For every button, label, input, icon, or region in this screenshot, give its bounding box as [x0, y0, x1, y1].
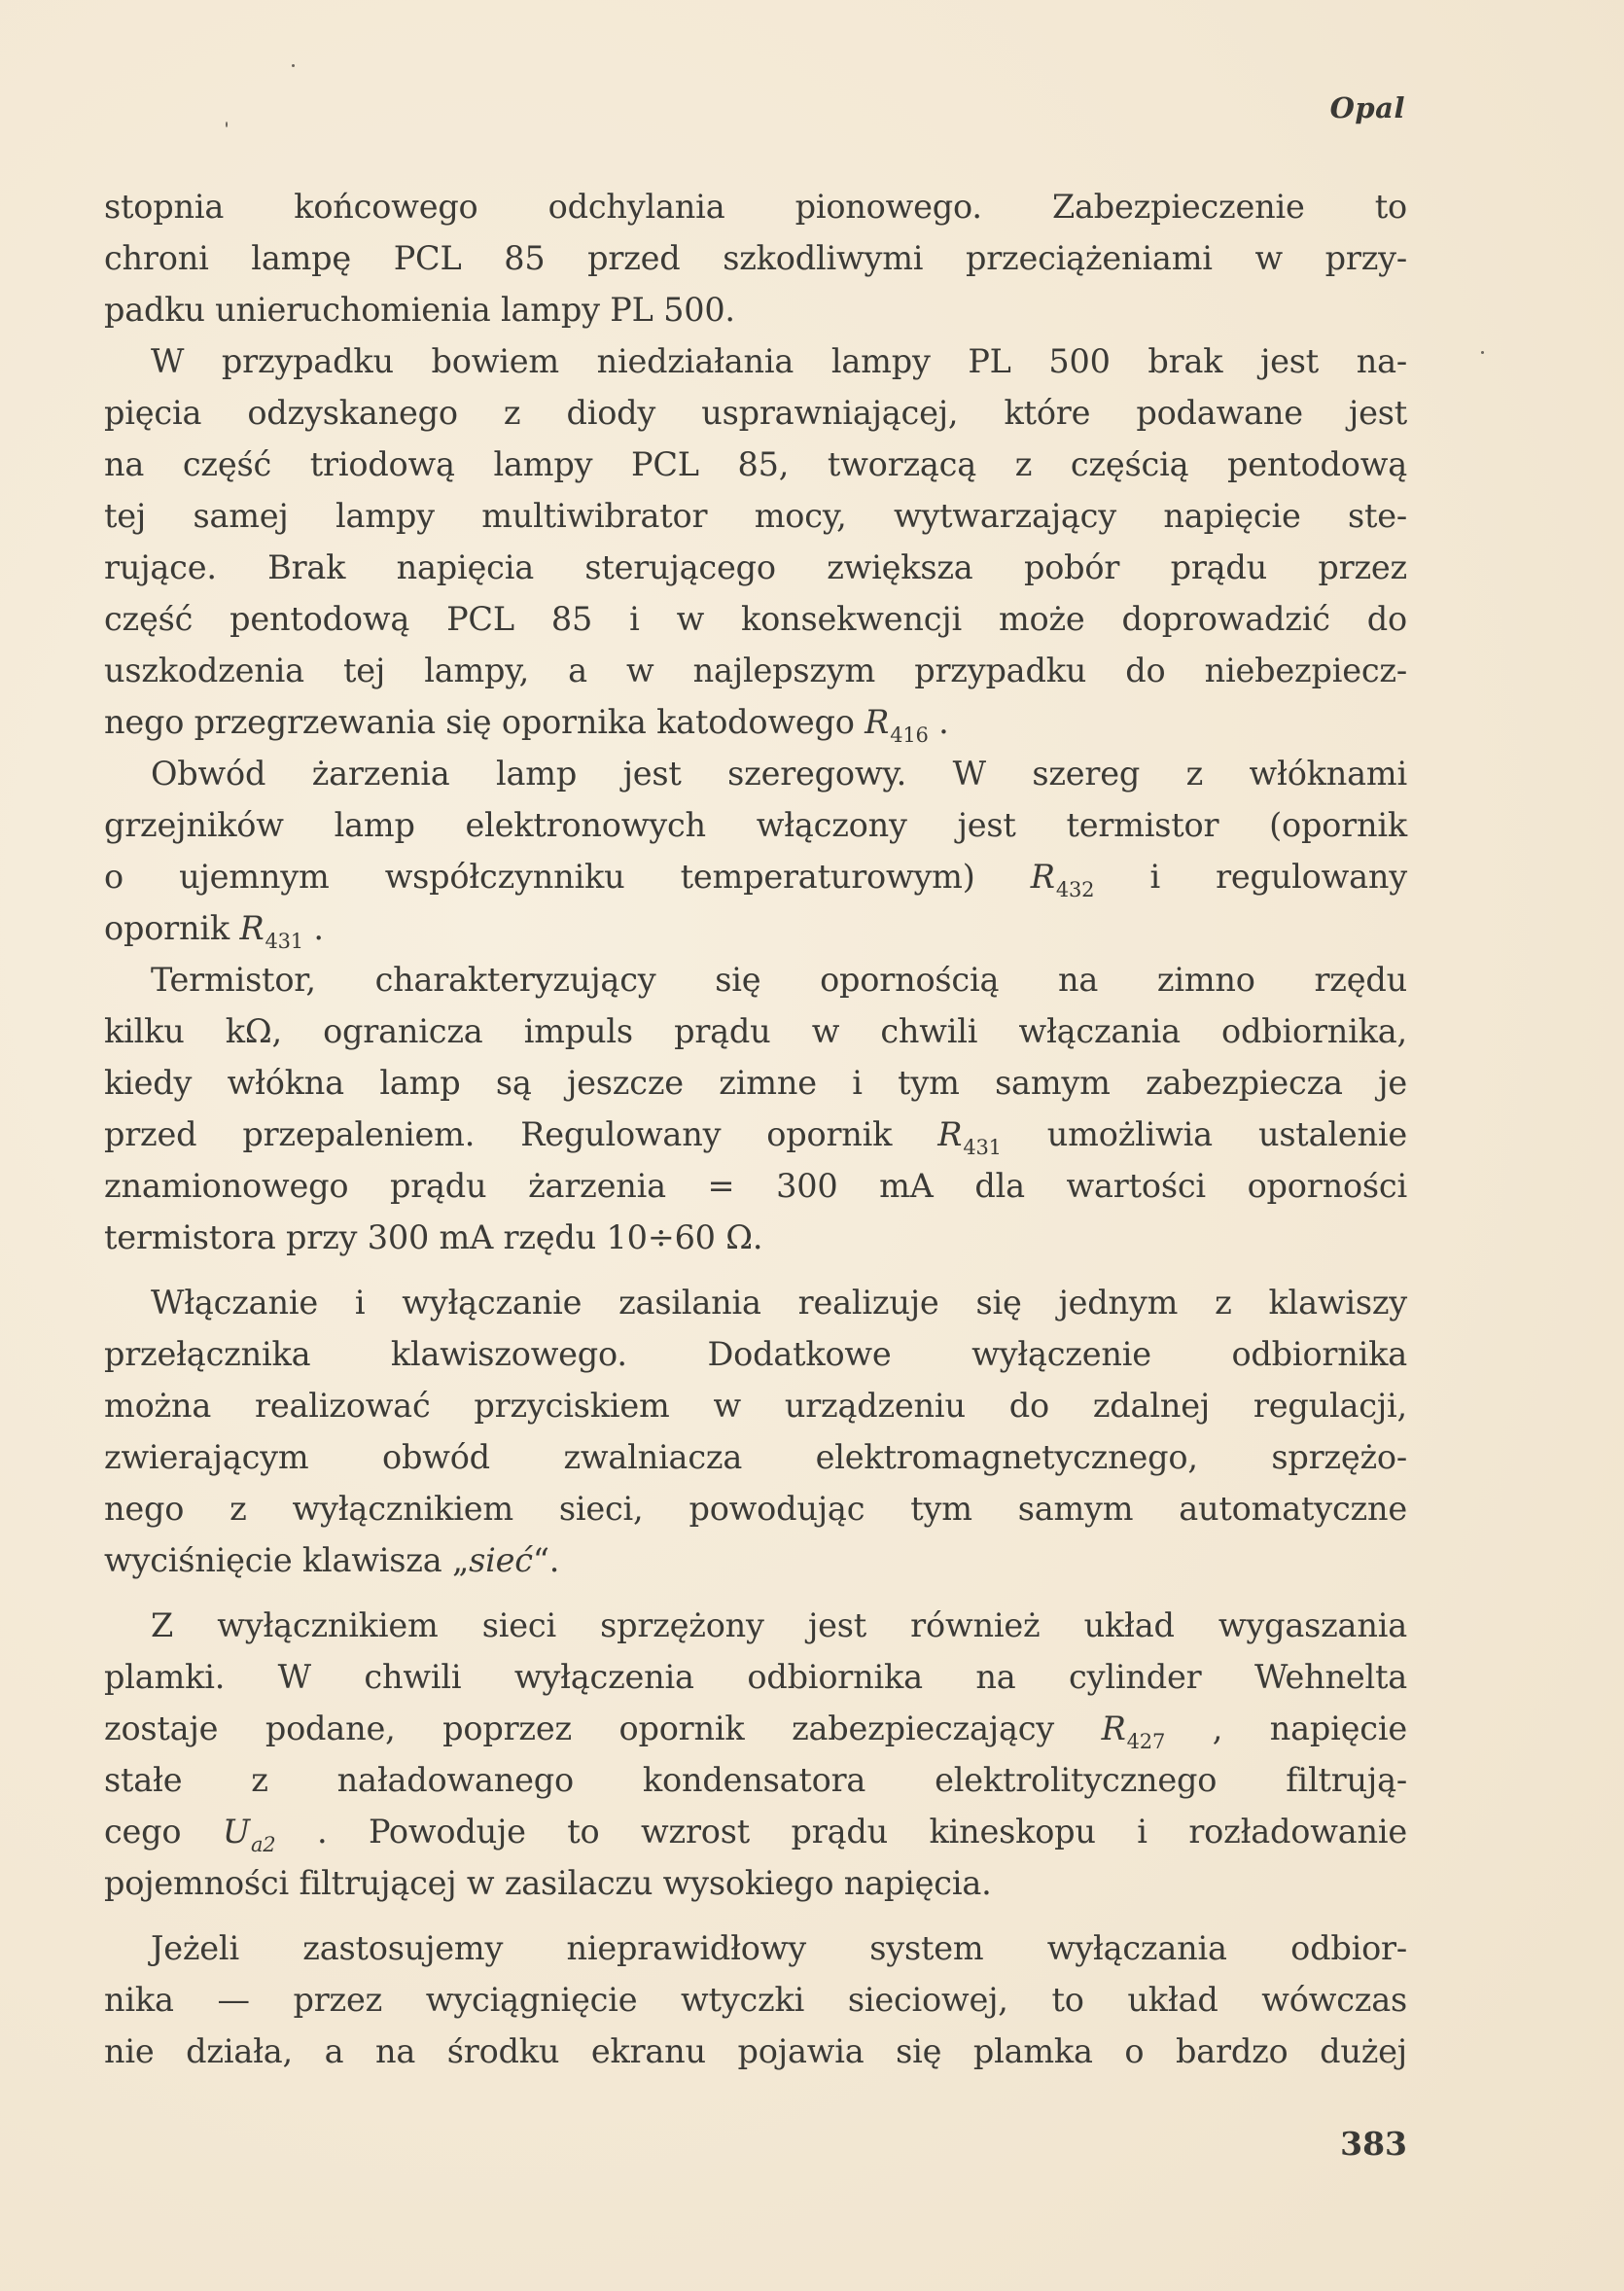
paragraph — [104, 181, 1407, 335]
resistor-symbol: R — [239, 909, 265, 947]
paragraph — [104, 954, 1407, 1263]
text-line: wyciśnięcie klawisza „sieć“. — [104, 1541, 560, 1579]
text-line: można realizować przyciskiem w urządzeniu do zdalnej regulacji, — [104, 1387, 1407, 1425]
key-label: sieć — [469, 1541, 533, 1579]
text-line: nego przegrzewania się opornika katodowego $R_{416}$ . — [104, 703, 949, 747]
text-line: nie działa, a na środku ekranu pojawia się plamka o bardzo dużej — [104, 2032, 1407, 2070]
text-line: zostaje podane, poprzez opornik zabezpieczający $R_{427}$ , napięcie — [104, 1709, 1407, 1753]
text-line: Jeżeli zastosujemy nieprawidłowy system wyłączania odbior- — [151, 1929, 1407, 1967]
subscript: a2 — [250, 1833, 276, 1856]
text-line: nika — przez wyciągnięcie wtyczki sieciowej, to układ wówczas — [104, 1981, 1407, 2019]
paper-speck — [292, 64, 295, 67]
text-line: pojemności filtrującej w zasilaczu wysokiego napięcia. — [104, 1864, 992, 1902]
text-line: Z wyłącznikiem sieci sprzężony jest również układ wygaszania — [151, 1606, 1407, 1644]
text-line: uszkodzenia tej lampy, a w najlepszym przypadku do niebezpiecz- — [104, 652, 1407, 689]
text-line: termistora przy 300 mA rzędu 10÷60 Ω. — [104, 1218, 763, 1256]
text-line: stopnia końcowego odchylania pionowego. Zabezpieczenie to — [104, 188, 1407, 226]
resistor-symbol: R — [1030, 858, 1055, 896]
text-line: o ujemnym współczynniku temperaturowym) $R_{432}$ i regulowany — [104, 858, 1407, 901]
text-line: padku unieruchomienia lampy PL 500. — [104, 291, 735, 329]
text-line: pięcia odzyskanego z diody usprawniającej, które podawane jest — [104, 394, 1407, 432]
text-line: stałe z naładowanego kondensatora elektrolitycznego filtrują- — [104, 1761, 1407, 1799]
text-line: rujące. Brak napięcia sterującego zwiększa pobór prądu przez — [104, 548, 1407, 586]
text-line: Termistor, charakteryzujący się opornością na zimno rzędu — [151, 961, 1407, 999]
subscript: 432 — [1055, 878, 1095, 901]
text-line: kiedy włókna lamp są jeszcze zimne i tym samym zabezpiecza je — [104, 1064, 1407, 1102]
text-line: plamki. W chwili wyłączenia odbiornika na cylinder Wehnelta — [104, 1658, 1407, 1696]
paragraph — [104, 1600, 1407, 1909]
text-line: na część triodową lampy PCL 85, tworzącą z częścią pentodową — [104, 445, 1407, 483]
text-line: część pentodową PCL 85 i w konsekwencji może doprowadzić do — [104, 600, 1407, 638]
resistor-symbol: R — [865, 703, 890, 741]
text-line: chroni lampę PCL 85 przed szkodliwymi przeciążeniami w przy- — [104, 239, 1407, 277]
page-number: 383 — [1340, 2125, 1407, 2163]
text-line: przełącznika klawiszowego. Dodatkowe wyłączenie odbiornika — [104, 1335, 1407, 1373]
paragraph — [104, 1922, 1407, 2077]
text-line: grzejników lamp elektronowych włączony jest termistor (opornik — [104, 806, 1407, 844]
text-line: zwierającym obwód zwalniacza elektromagnetycznego, sprzężo- — [104, 1438, 1407, 1476]
text-line: nego z wyłącznikiem sieci, powodując tym samym automatyczne — [104, 1490, 1407, 1528]
paper-speck — [1481, 351, 1484, 354]
text-line: Włączanie i wyłączanie zasilania realizuje się jednym z klawiszy — [151, 1284, 1407, 1322]
resistor-symbol: R — [937, 1115, 963, 1153]
voltage-symbol: U — [222, 1813, 250, 1850]
paragraph — [104, 748, 1407, 954]
text-line: Obwód żarzenia lamp jest szeregowy. W szereg z włóknami — [151, 755, 1407, 793]
text-line: opornik $R_{431}$ . — [104, 909, 324, 953]
running-header: Opal — [1329, 91, 1405, 124]
text-line: cego $U_{a2}$ . Powoduje to wzrost prądu kineskopu i rozładowanie — [104, 1813, 1407, 1856]
subscript: 416 — [890, 723, 929, 747]
subscript: 431 — [963, 1136, 1002, 1159]
paragraph — [104, 1277, 1407, 1586]
resistor-symbol: R — [1101, 1709, 1126, 1747]
text-line: przed przepaleniem. Regulowany opornik $R_{431}$ umożliwia ustalenie — [104, 1115, 1407, 1159]
subscript: 431 — [265, 930, 303, 953]
paragraph — [104, 335, 1407, 748]
body-text — [104, 181, 1407, 2077]
text-line: tej samej lampy multiwibrator mocy, wytwarzający napięcie ste- — [104, 497, 1407, 535]
paper-speck — [226, 122, 228, 127]
text-line: znamionowego prądu żarzenia = 300 mA dla wartości oporności — [104, 1167, 1407, 1205]
subscript: 427 — [1126, 1730, 1166, 1753]
text-line: kilku kΩ, ogranicza impuls prądu w chwili włączania odbiornika, — [104, 1012, 1407, 1050]
text-line: W przypadku bowiem niedziałania lampy PL 500 brak jest na- — [151, 342, 1407, 380]
